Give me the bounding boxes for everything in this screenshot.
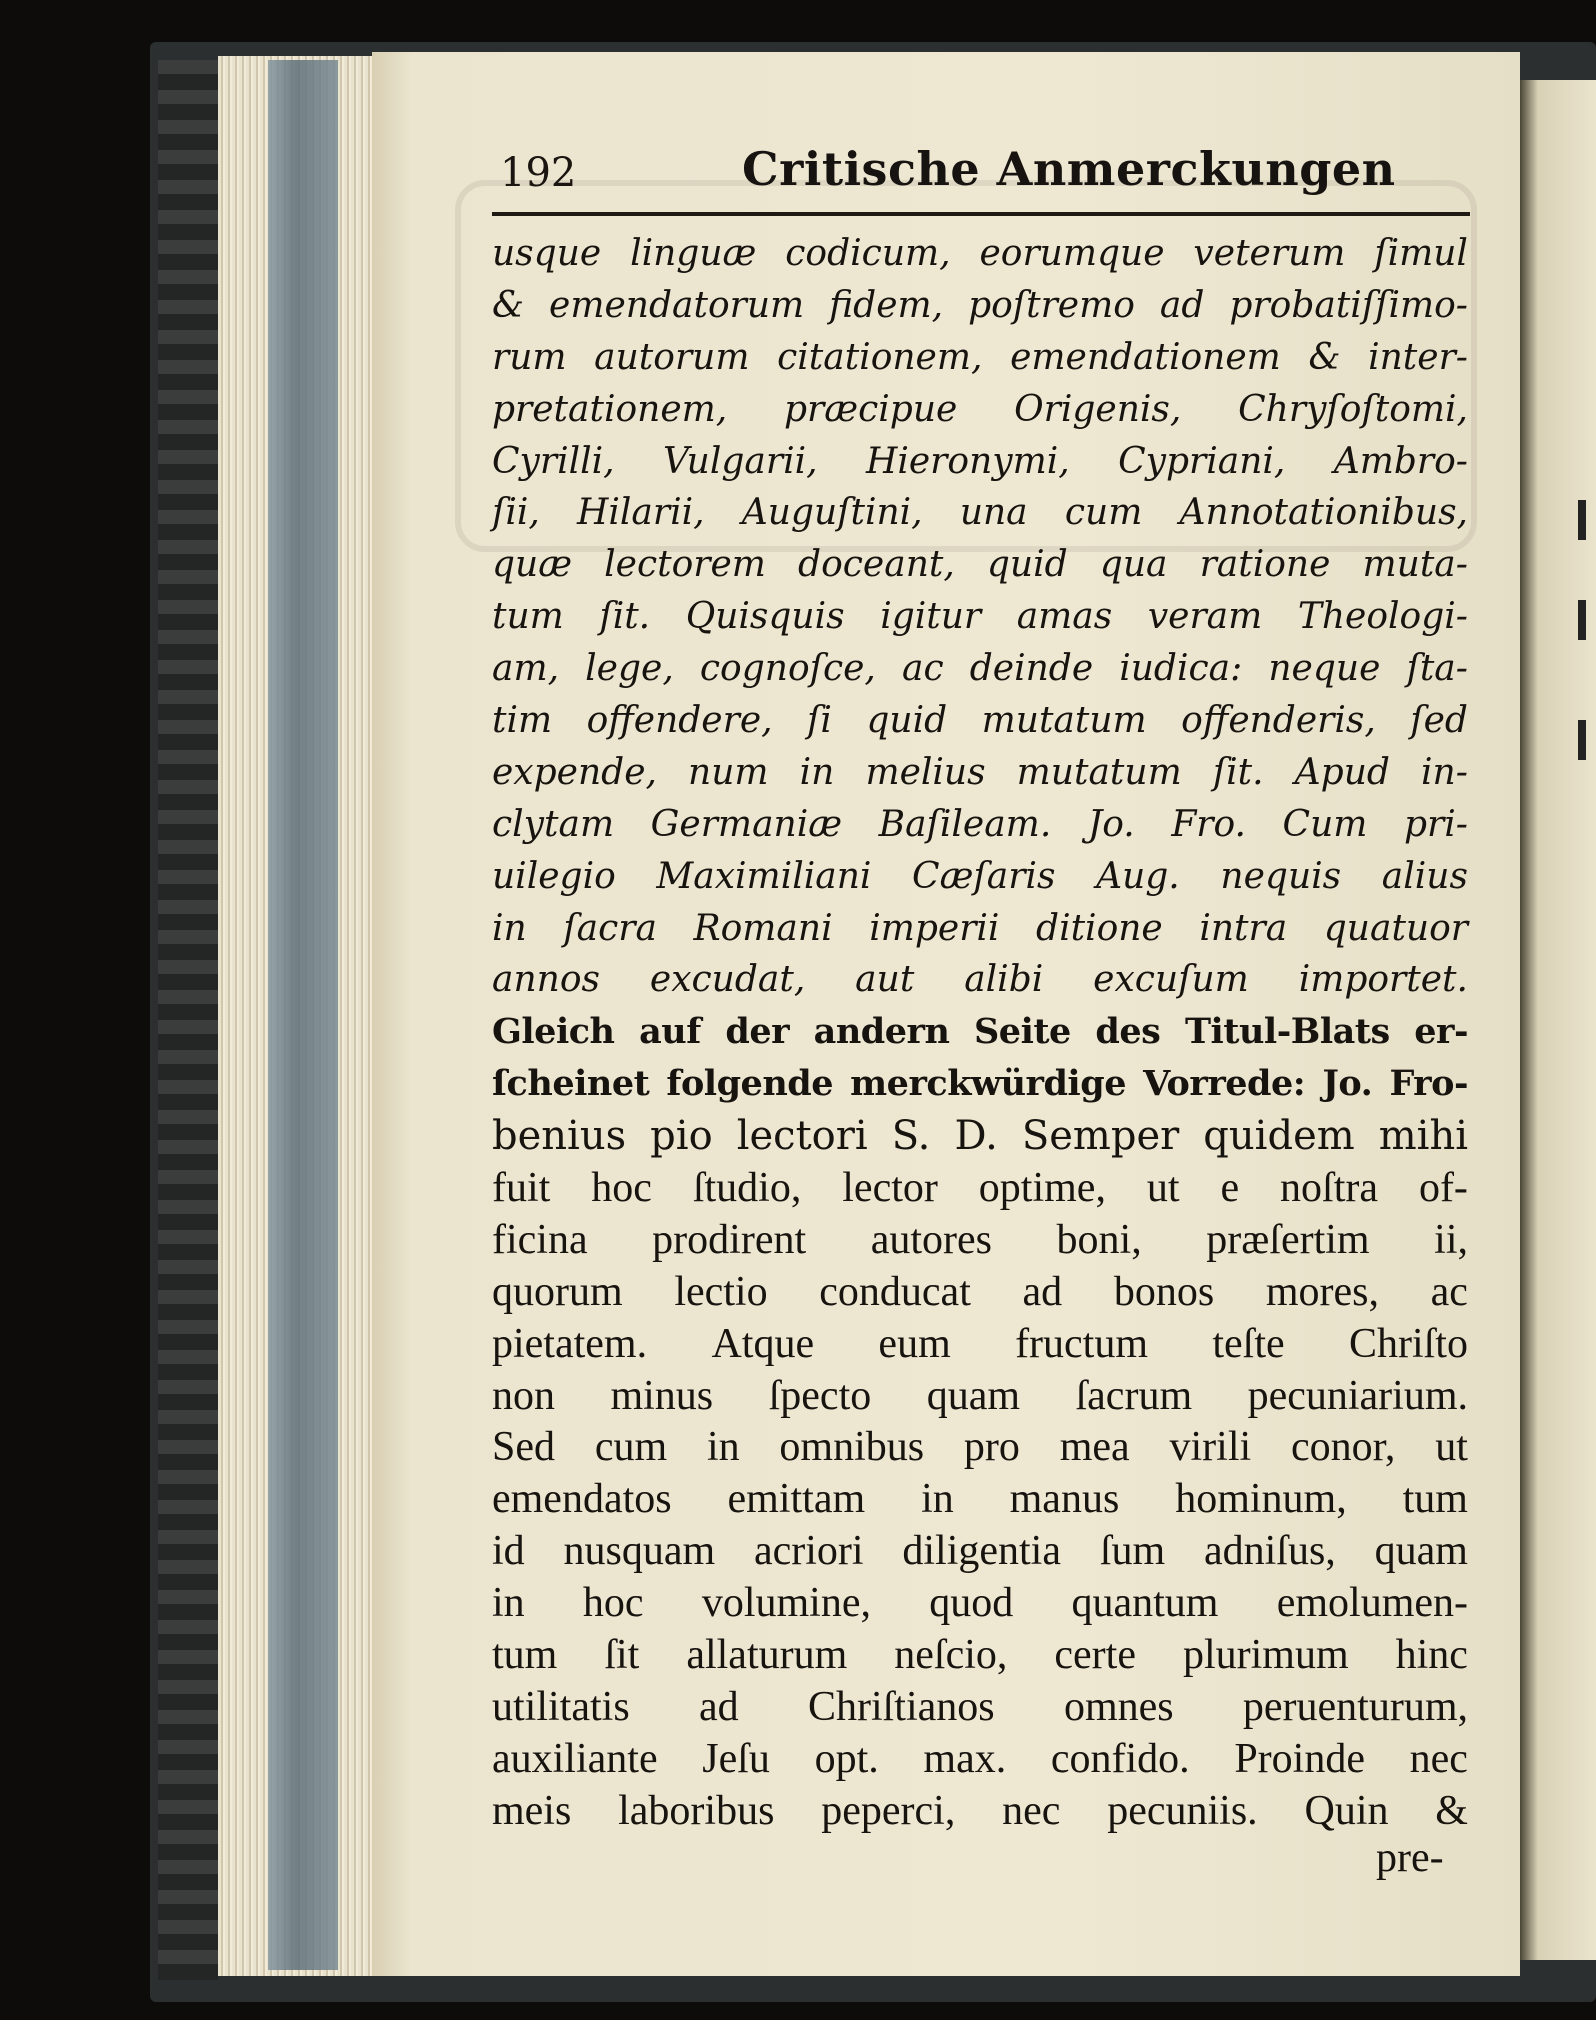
text-line: uilegio Maximiliani Cæſaris Aug. nequis alius: [492, 855, 1468, 897]
text-line: ſii, Hilarii, Auguſtini, una cum Annotationibus,: [492, 492, 1468, 534]
text-line: benius pio lectori S. D. Semper quidem mihi: [492, 1113, 1468, 1160]
text-line: ſcheinet folgende merckwürdige Vorrede: Jo. Fro-: [492, 1063, 1468, 1105]
text-line: non minus ſpecto quam ſacrum pecuniarium.: [492, 1372, 1468, 1419]
text-line: meis laboribus peperci, nec pecuniis. Quin &: [492, 1787, 1468, 1834]
text-line: tim offendere, ſi quid mutatum offenderis, ſed: [492, 700, 1468, 742]
page-number: 192: [500, 150, 577, 196]
running-title: Critische Anmerckungen: [742, 142, 1396, 196]
text-line: & emendatorum fidem, poſtremo ad probatiſſimo-: [492, 284, 1468, 326]
text-line: usque linguæ codicum, eorumque veterum ſimul: [492, 233, 1468, 274]
text-line: emendatos emittam in manus hominum, tum: [492, 1476, 1468, 1523]
text-line: expende, num in melius mutatum ſit. Apud in-: [492, 751, 1468, 793]
book-spine-edge: [158, 60, 218, 1980]
text-line: fuit hoc ſtudio, lector optime, ut e noſtra of-: [492, 1165, 1468, 1212]
catchword: pre-: [1376, 1835, 1444, 1881]
text-line: am, lege, cognoſce, ac deinde iudica: neque ſta-: [492, 648, 1468, 690]
text-line: quorum lectio conducat ad bonos mores, ac: [492, 1268, 1468, 1315]
text-line: tum ſit allaturum neſcio, certe plurimum hinc: [492, 1632, 1468, 1679]
text-line: pretationem, præcipue Origenis, Chryſoſtomi,: [492, 388, 1468, 430]
text-line: id nusquam acriori diligentia ſum adniſus, quam: [492, 1528, 1468, 1575]
text-line: pietatem. Atque eum fructum teſte Chriſto: [492, 1320, 1468, 1367]
facing-page-edge: [1520, 80, 1596, 1960]
header-rule: [492, 212, 1470, 216]
text-line: Cyrilli, Vulgarii, Hieronymi, Cypriani, Ambro-: [492, 440, 1468, 482]
body-text: [492, 228, 1468, 1837]
text-line: rum autorum citationem, emendationem & inter-: [492, 336, 1468, 378]
text-line: quæ lectorem doceant, quid qua ratione muta-: [492, 544, 1468, 586]
text-line: annos excudat, aut alibi excuſum importet.: [492, 959, 1468, 1001]
running-head: [480, 142, 1470, 212]
text-line: clytam Germaniæ Baſileam. Jo. Fro. Cum pri-: [492, 803, 1468, 845]
text-line: in ſacra Romani imperii ditione intra quatuor: [492, 907, 1468, 949]
text-line: in hoc volumine, quod quantum emolumen-: [492, 1580, 1468, 1627]
text-line: tum ſit. Quisquis igitur amas veram Theologi-: [492, 596, 1468, 638]
text-line: ficina prodirent autores boni, præſertim ii,: [492, 1216, 1468, 1263]
text-line: utilitatis ad Chriſtianos omnes peruenturum,: [492, 1683, 1468, 1730]
text-line: Sed cum in omnibus pro mea virili conor, ut: [492, 1424, 1468, 1471]
text-line: Gleich auf der andern Seite des Titul-Blats er-: [492, 1011, 1468, 1053]
page-edge-stain: [268, 60, 338, 1970]
text-line: auxiliante Jeſu opt. max. confido. Proinde nec: [492, 1735, 1468, 1782]
